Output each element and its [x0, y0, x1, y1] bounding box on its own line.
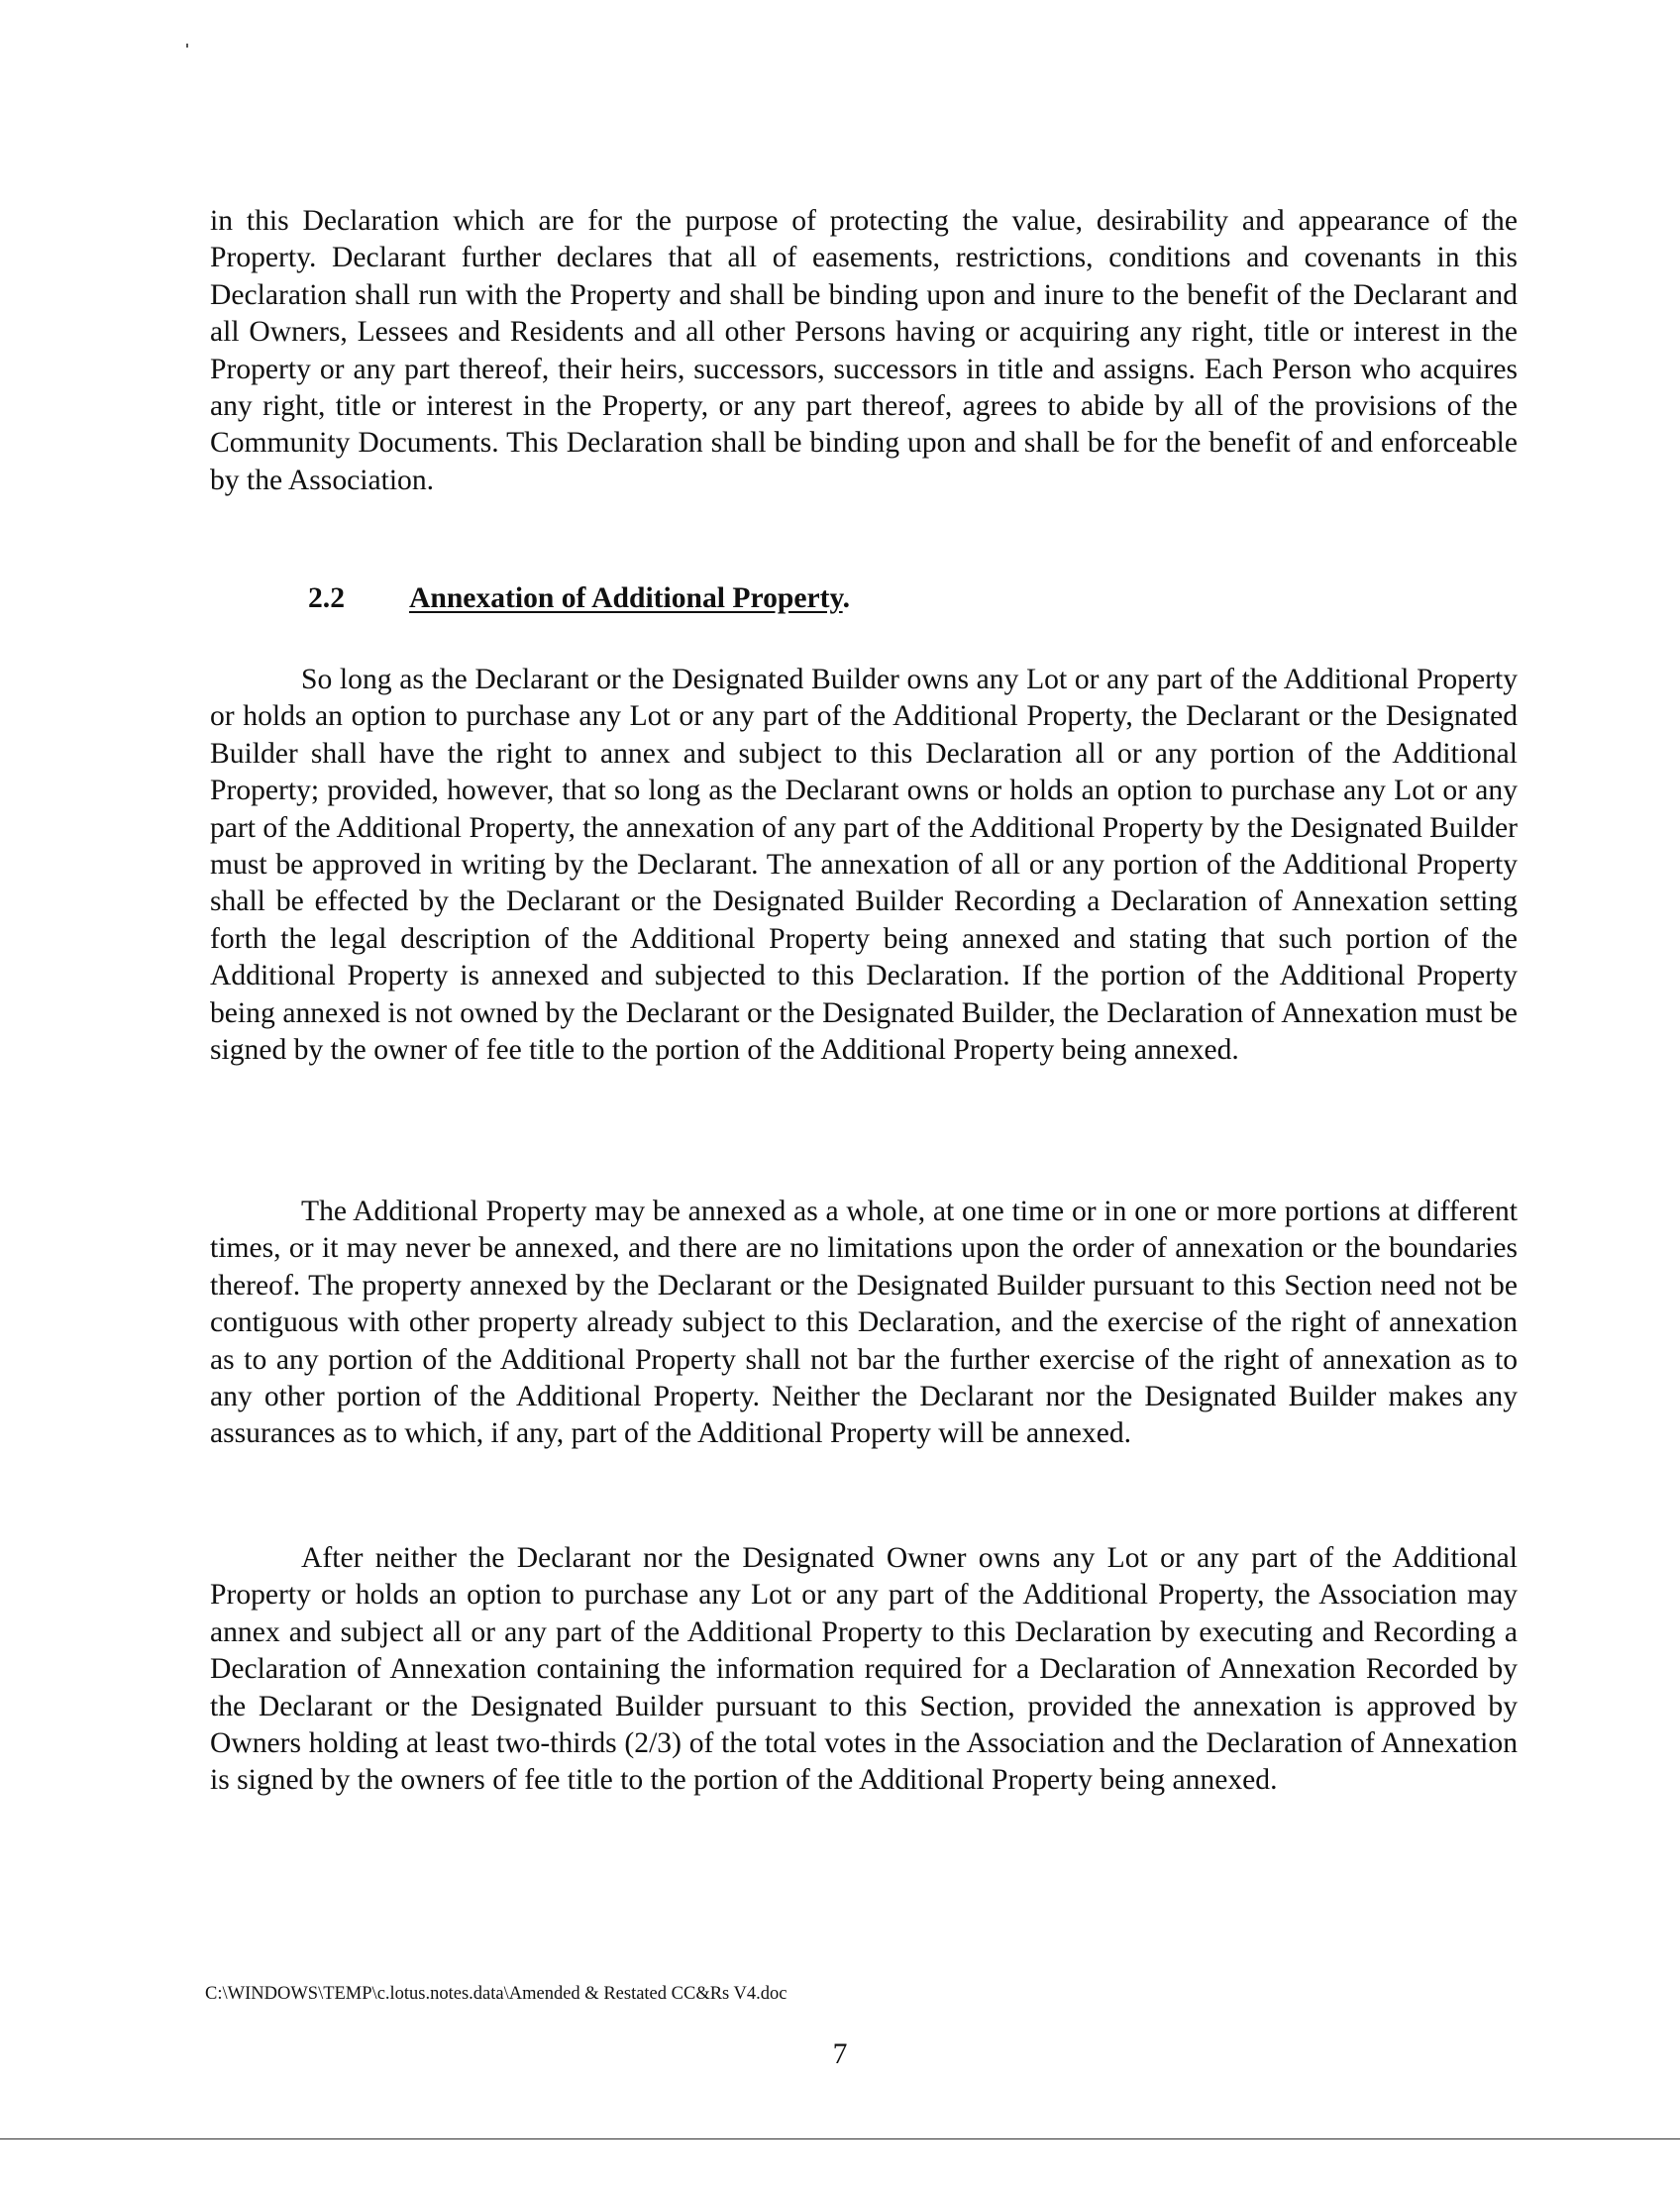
section-number: 2.2	[308, 582, 345, 614]
paragraph-annexation-portions: The Additional Property may be annexed as a whole, at one time or in one or more portions at different times, or it may never be annexed, and there are no limitations upon the order of annexation or the boundaries thereof. The property annexed by the Declarant or the Designated Builder pursuant to this Section need not be contiguous with other property already subject to this Declaration, and the exercise of the right of annexation as to any portion of the Additional Property shall not bar the further exercise of the right of annexation as to any other portion of the Additional Property. Neither the Declarant nor the Designated Builder makes any assurances as to which, if any, part of the Additional Property will be annexed.	[210, 1196, 1518, 1450]
footer-file-path: C:\WINDOWS\TEMP\c.lotus.notes.data\Amended & Restated CC&Rs V4.doc	[205, 1984, 788, 2004]
paragraph-annexation-by-declarant: So long as the Declarant or the Designated Builder owns any Lot or any part of the Additional Property or holds an option to purchase any Lot or any part of the Additional Property, the Declarant or the Designated Builder shall have the right to annex and subject to this Declaration all or any portion of the Additional Property; provided, however, that so long as the Declarant owns or holds an option to purchase any Lot or any part of the Additional Property, the annexation of any part of the Additional Property by the Designated Builder must be approved in writing by the Declarant. The annexation of all or any portion of the Additional Property shall be effected by the Declarant or the Designated Builder Recording a Declaration of Annexation setting forth the legal description of the Additional Property being annexed and stating that such portion of the Additional Property is annexed and subjected to this Declaration. If the portion of the Additional Property being annexed is not owned by the Declarant or the Designated Builder, the Declaration of Annexation must be signed by the owner of fee title to the portion of the Additional Property being annexed.	[210, 664, 1518, 1067]
page-number: 7	[832, 2038, 848, 2070]
scan-speck	[186, 44, 188, 48]
section-title: Annexation of Additional Property	[409, 582, 843, 614]
section-title-period: .	[842, 582, 851, 614]
section-heading	[308, 582, 850, 615]
bottom-divider	[0, 2138, 1680, 2139]
paragraph-annexation-by-association: After neither the Declarant nor the Designated Owner owns any Lot or any part of the Additional Property or holds an option to purchase any Lot or any part of the Additional Property, the Association may annex and subject all or any part of the Additional Property to this Declaration by executing and Recording a Declaration of Annexation containing the information required for a Declaration of Annexation Recorded by the Declarant or the Designated Builder pursuant to this Section, provided the annexation is approved by Owners holding at least two-thirds (2/3) of the total votes in the Association and the Declaration of Annexation is signed by the owners of fee title to the portion of the Additional Property being annexed.	[210, 1542, 1518, 1797]
paragraph-declaration-continuation: in this Declaration which are for the purpose of protecting the value, desirability and appearance of the Property. Declarant further declares that all of easements, restrictions, conditions and covenants in this Declaration shall run with the Property and shall be binding upon and inure to the benefit of the Declarant and all Owners, Lessees and Residents and all other Persons having or acquiring any right, title or interest in the Property or any part thereof, their heirs, successors, successors in title and assigns. Each Person who acquires any right, title or interest in the Property, or any part thereof, agrees to abide by all of the provisions of the Community Documents. This Declaration shall be binding upon and shall be for the benefit of and enforceable by the Association.	[210, 205, 1518, 496]
